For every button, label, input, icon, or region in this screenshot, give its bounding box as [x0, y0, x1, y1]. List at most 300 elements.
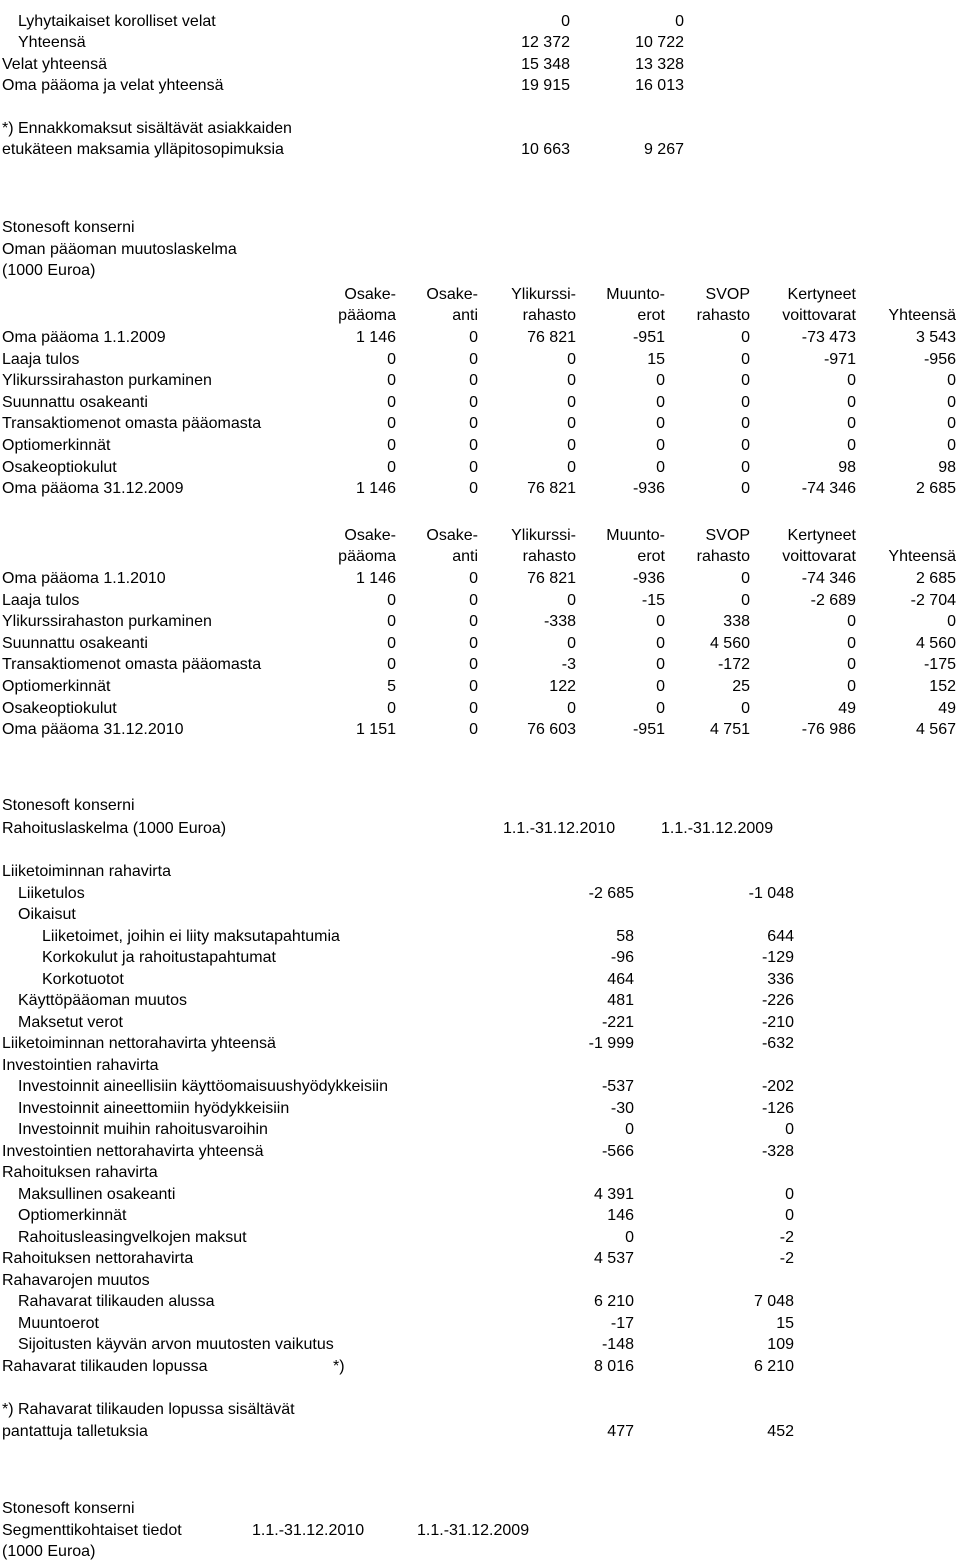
value-2009: -226: [761, 992, 794, 1009]
balance-note: [0, 139, 960, 161]
cell-value: -76 986: [801, 721, 856, 739]
cell-value: 0: [847, 393, 856, 411]
cell-value: 0: [387, 591, 396, 609]
cashflow-note: [0, 1421, 960, 1443]
value-2010: 4 391: [593, 1185, 634, 1203]
equity-row: [0, 327, 960, 349]
note-text: *) Ennakkomaksut sisältävät asiakkaiden: [2, 120, 292, 137]
cell-value: 5: [387, 678, 396, 695]
cell-value: 0: [656, 437, 665, 454]
cell-value: 0: [567, 350, 576, 368]
cell-value: 0: [741, 437, 750, 454]
cell-value: 0: [567, 458, 576, 476]
row-label: Maksullinen osakeanti: [18, 1185, 176, 1203]
cashflow-row: [0, 1356, 960, 1378]
company-name: Stonesoft konserni: [2, 797, 135, 814]
value-2010: -537: [601, 1078, 634, 1095]
row-label: Investoinnit muihin rahoitusvaroihin: [18, 1121, 268, 1138]
row-label: Osakeoptiokulut: [2, 458, 117, 476]
row-label: Investointien nettorahavirta yhteensä: [2, 1142, 264, 1160]
cell-value: 76 821: [527, 480, 576, 498]
row-label: Optiomerkinnät: [18, 1207, 127, 1224]
segment-title: [0, 1520, 960, 1542]
row-label: Laaja tulos: [2, 591, 80, 609]
value-2009: 7 048: [753, 1293, 794, 1310]
balance-row: [0, 11, 960, 33]
value-2009: -632: [761, 1035, 794, 1052]
cell-value: 76 603: [527, 721, 576, 739]
cashflow-row: [0, 1205, 960, 1227]
value-2009: -129: [761, 949, 794, 966]
equity-header-top: [0, 525, 960, 547]
cell-value: -2 689: [810, 591, 856, 609]
row-label: Korkotuotot: [42, 970, 124, 988]
cell-value: 76 821: [527, 570, 576, 587]
column-header: Osake-: [426, 527, 478, 544]
cell-value: 0: [469, 634, 478, 652]
row-label: Rahavarat tilikauden lopussa: [2, 1357, 208, 1375]
value-2009: 0: [675, 13, 684, 30]
footnote-mark: *): [333, 1357, 345, 1375]
cell-value: 1 146: [355, 570, 396, 587]
row-label: Velat yhteensä: [2, 56, 107, 73]
cell-value: 4 567: [915, 721, 956, 739]
value-2009: 336: [767, 970, 794, 988]
cell-value: 49: [938, 699, 956, 717]
equity-row: [0, 611, 960, 633]
column-header: Kertyneet: [787, 527, 856, 544]
balance-row: [0, 32, 960, 54]
row-label: Liiketoiminnan rahavirta: [2, 863, 171, 880]
cell-value: 15: [647, 350, 665, 368]
section-title: Rahoituslaskelma (1000 Euroa): [2, 820, 227, 837]
cell-value: 0: [947, 613, 956, 631]
cell-value: 0: [469, 656, 478, 674]
row-label: Oma pääoma ja velat yhteensä: [2, 77, 224, 94]
cell-value: 0: [469, 372, 478, 390]
value-2010: 8 016: [593, 1357, 634, 1375]
value-2010: -17: [610, 1314, 634, 1332]
cell-value: 0: [656, 613, 665, 631]
row-label: Optiomerkinnät: [2, 678, 111, 695]
cell-value: 0: [469, 329, 478, 346]
column-header: anti: [452, 548, 478, 565]
row-label: Transaktiomenot omasta pääomasta: [2, 415, 262, 433]
cell-value: 0: [469, 393, 478, 411]
row-label: Oikaisut: [18, 906, 76, 923]
column-header: rahasto: [522, 548, 576, 565]
cell-value: -936: [632, 480, 665, 498]
value-2010: 0: [625, 1121, 634, 1138]
cell-value: 0: [387, 634, 396, 652]
row-label: Liiketoimet, joihin ei liity maksutapahtumia: [42, 927, 340, 945]
cell-value: 0: [947, 372, 956, 390]
cell-value: -956: [923, 350, 956, 368]
cell-value: 0: [741, 329, 750, 346]
column-header: 1.1.-31.12.2009: [417, 1522, 530, 1539]
column-header: rahasto: [696, 548, 750, 565]
row-label: Investoinnit aineellisiin käyttöomaisuushyödykkeisiin: [18, 1078, 388, 1095]
cell-value: 0: [741, 458, 750, 476]
column-header: Ylikurssi-: [511, 286, 576, 303]
cell-value: 2 685: [915, 480, 956, 498]
cell-value: -936: [632, 570, 665, 587]
cell-value: 0: [567, 372, 576, 390]
cell-value: 0: [387, 372, 396, 390]
cell-value: 76 821: [527, 329, 576, 346]
cell-value: -3: [561, 656, 576, 674]
cell-value: 0: [656, 634, 665, 652]
row-label: Rahoitusleasingvelkojen maksut: [18, 1228, 247, 1246]
cell-value: 0: [469, 678, 478, 695]
row-label: Liiketulos: [18, 884, 85, 902]
equity-row: [0, 435, 960, 457]
value-2009: 16 013: [635, 77, 684, 94]
equity-row: [0, 370, 960, 392]
balance-row: [0, 75, 960, 97]
cell-value: -74 346: [801, 570, 856, 587]
cashflow-row: [0, 1227, 960, 1249]
cell-value: 0: [567, 437, 576, 454]
cell-value: -2 704: [910, 591, 956, 609]
cell-value: 0: [947, 437, 956, 454]
cashflow-title: [0, 818, 960, 840]
company-name: Stonesoft konserni: [2, 219, 135, 236]
row-label: Suunnattu osakeanti: [2, 634, 148, 652]
cell-value: 49: [838, 699, 856, 717]
cashflow-row: [0, 1248, 960, 1270]
value-2010: -96: [610, 949, 634, 966]
equity-title: [0, 239, 960, 261]
cell-value: -15: [641, 591, 665, 609]
value-2009: 644: [767, 927, 794, 945]
value-2009: -2: [779, 1228, 794, 1246]
row-label: Suunnattu osakeanti: [2, 393, 148, 411]
cell-value: 0: [567, 591, 576, 609]
cell-value: -338: [543, 613, 576, 631]
value-2009: -210: [761, 1013, 794, 1031]
cell-value: 0: [469, 699, 478, 717]
row-label: Oma pääoma 1.1.2010: [2, 570, 166, 587]
column-header: Ylikurssi-: [511, 527, 576, 544]
cell-value: 0: [469, 437, 478, 454]
equity-row: [0, 719, 960, 741]
value-2009: -202: [761, 1078, 794, 1095]
cell-value: 0: [847, 634, 856, 652]
column-header: pääoma: [338, 307, 396, 324]
value-2010: -2 685: [588, 884, 634, 902]
row-label: Ylikurssirahaston purkaminen: [2, 613, 212, 631]
cell-value: 0: [847, 372, 856, 390]
note-text: pantattuja talletuksia: [2, 1423, 148, 1440]
cell-value: 0: [947, 415, 956, 433]
value-2009: -1 048: [748, 884, 794, 902]
value-2009: 109: [767, 1336, 794, 1353]
cashflow-row: [0, 1162, 960, 1184]
cell-value: 25: [732, 678, 750, 695]
row-label: Lyhytaikaiset korolliset velat: [18, 13, 216, 30]
cell-value: 0: [656, 393, 665, 411]
column-header: voittovarat: [782, 548, 856, 565]
column-header: anti: [452, 307, 478, 324]
cashflow-row: [0, 1055, 960, 1077]
column-header: SVOP: [705, 286, 750, 303]
value-2009: -2: [779, 1250, 794, 1267]
equity-row: [0, 413, 960, 435]
value-2010: -221: [601, 1013, 634, 1031]
cell-value: 0: [741, 350, 750, 368]
cashflow-row: [0, 1291, 960, 1313]
cashflow-row: [0, 1098, 960, 1120]
cell-value: 0: [656, 699, 665, 717]
balance-row: [0, 54, 960, 76]
cell-value: -175: [923, 656, 956, 674]
row-label: Rahoituksen nettorahavirta: [2, 1250, 194, 1267]
row-label: Korkokulut ja rahoitustapahtumat: [42, 949, 276, 966]
value-2010: 477: [607, 1423, 634, 1440]
cell-value: 0: [741, 699, 750, 717]
column-header: Kertyneet: [787, 286, 856, 303]
cashflow-row: [0, 904, 960, 926]
cell-value: 0: [741, 591, 750, 609]
cell-value: -951: [632, 329, 665, 346]
cell-value: 0: [469, 415, 478, 433]
row-label: Rahavarojen muutos: [2, 1271, 150, 1289]
value-2010: 15 348: [521, 56, 570, 73]
value-2010: -566: [601, 1142, 634, 1160]
unit-label: (1000 Euroa): [2, 1543, 96, 1560]
equity-row: [0, 590, 960, 612]
cell-value: 0: [656, 372, 665, 390]
row-label: Oma pääoma 31.12.2010: [2, 721, 184, 739]
cell-value: -971: [823, 350, 856, 368]
company-name: Stonesoft konserni: [2, 1500, 135, 1517]
balance-note: [0, 118, 960, 140]
value-2009: -328: [761, 1142, 794, 1160]
note-text: *) Rahavarat tilikauden lopussa sisältävät: [2, 1401, 295, 1418]
cell-value: 0: [469, 613, 478, 631]
equity-row: [0, 478, 960, 500]
value-2010: 12 372: [521, 34, 570, 51]
equity-row: [0, 633, 960, 655]
value-2010: 58: [616, 927, 634, 945]
equity-row: [0, 698, 960, 720]
value-2010: 0: [625, 1228, 634, 1246]
equity-row: [0, 457, 960, 479]
cell-value: 0: [469, 350, 478, 368]
column-header: rahasto: [696, 307, 750, 324]
cell-value: 0: [656, 656, 665, 674]
value-2010: -1 999: [588, 1035, 634, 1052]
cashflow-row: [0, 883, 960, 905]
cashflow-company: [0, 795, 960, 817]
cashflow-row: [0, 1270, 960, 1292]
row-label: Yhteensä: [18, 34, 86, 51]
cell-value: 0: [469, 591, 478, 609]
row-label: Investointien rahavirta: [2, 1056, 159, 1074]
row-label: Sijoitusten käyvän arvon muutosten vaikutus: [18, 1336, 334, 1353]
value-2009: 452: [767, 1423, 794, 1440]
cell-value: 4 751: [709, 721, 750, 739]
row-label: Liiketoiminnan nettorahavirta yhteensä: [2, 1035, 276, 1052]
cashflow-note: [0, 1399, 960, 1421]
cell-value: 0: [567, 699, 576, 717]
row-label: Oma pääoma 31.12.2009: [2, 480, 184, 498]
cell-value: 0: [947, 393, 956, 411]
equity-header-top: [0, 284, 960, 306]
row-label: Ylikurssirahaston purkaminen: [2, 372, 212, 390]
column-header: 1.1.-31.12.2009: [661, 820, 774, 837]
note-text: etukäteen maksamia ylläpitosopimuksia: [2, 141, 284, 158]
cell-value: 0: [847, 678, 856, 695]
column-header: Muunto-: [606, 286, 665, 303]
cell-value: 338: [723, 613, 750, 631]
cell-value: 0: [741, 480, 750, 498]
equity-unit: [0, 260, 960, 282]
cell-value: 0: [741, 372, 750, 390]
cashflow-row: [0, 947, 960, 969]
unit-label: (1000 Euroa): [2, 262, 96, 279]
column-header: Yhteensä: [888, 307, 956, 324]
value-2010: -30: [610, 1099, 634, 1117]
cashflow-row: [0, 1076, 960, 1098]
cell-value: 2 685: [915, 570, 956, 587]
cashflow-row: [0, 1313, 960, 1335]
row-label: Rahavarat tilikauden alussa: [18, 1293, 215, 1310]
cashflow-row: [0, 861, 960, 883]
equity-company: [0, 217, 960, 239]
row-label: Oma pääoma 1.1.2009: [2, 329, 166, 346]
cell-value: 0: [469, 480, 478, 498]
cell-value: 122: [549, 678, 576, 695]
row-label: Investoinnit aineettomiin hyödykkeisiin: [18, 1099, 290, 1117]
value-2010: 10 663: [521, 141, 570, 158]
cell-value: 0: [741, 415, 750, 433]
equity-row: [0, 568, 960, 590]
column-header: Osake-: [344, 286, 396, 303]
row-label: Maksetut verot: [18, 1013, 123, 1031]
cell-value: -951: [632, 721, 665, 739]
row-label: Käyttöpääoman muutos: [18, 992, 187, 1009]
value-2009: 15: [776, 1314, 794, 1332]
cashflow-row: [0, 990, 960, 1012]
cell-value: 0: [741, 570, 750, 587]
value-2010: 19 915: [521, 77, 570, 94]
cell-value: 0: [656, 415, 665, 433]
equity-row: [0, 392, 960, 414]
column-header: voittovarat: [782, 307, 856, 324]
cell-value: 98: [938, 458, 956, 476]
cell-value: 0: [847, 613, 856, 631]
row-label: Transaktiomenot omasta pääomasta: [2, 656, 262, 674]
value-2010: 464: [607, 970, 634, 988]
cell-value: 0: [847, 656, 856, 674]
cell-value: 0: [387, 350, 396, 368]
cell-value: 3 543: [915, 329, 956, 346]
cell-value: 0: [387, 458, 396, 476]
cell-value: -172: [717, 656, 750, 674]
cell-value: 0: [847, 415, 856, 433]
cashflow-row: [0, 1012, 960, 1034]
cell-value: 0: [387, 437, 396, 454]
cell-value: 98: [838, 458, 856, 476]
value-2010: 0: [561, 13, 570, 30]
equity-row: [0, 676, 960, 698]
section-title: Segmenttikohtaiset tiedot: [2, 1522, 182, 1539]
value-2009: 6 210: [753, 1357, 794, 1375]
cell-value: -74 346: [801, 480, 856, 498]
equity-header-bottom: [0, 546, 960, 568]
value-2009: 0: [785, 1185, 794, 1203]
cell-value: 0: [469, 721, 478, 739]
cell-value: 0: [387, 656, 396, 674]
column-header: Muunto-: [606, 527, 665, 544]
cashflow-row: [0, 926, 960, 948]
value-2009: 9 267: [643, 141, 684, 158]
cashflow-row: [0, 1334, 960, 1356]
row-label: Laaja tulos: [2, 350, 80, 368]
column-header: erot: [637, 548, 665, 565]
column-header: erot: [637, 307, 665, 324]
column-header: SVOP: [705, 527, 750, 544]
cell-value: 4 560: [709, 634, 750, 652]
cell-value: 0: [387, 393, 396, 411]
equity-header-bottom: [0, 305, 960, 327]
cell-value: 0: [469, 570, 478, 587]
section-title: Oman pääoman muutoslaskelma: [2, 241, 237, 258]
cashflow-row: [0, 1184, 960, 1206]
segment-company: [0, 1498, 960, 1520]
cell-value: 1 151: [355, 721, 396, 739]
value-2009: 0: [785, 1207, 794, 1224]
cell-value: 0: [847, 437, 856, 454]
value-2009: 0: [785, 1121, 794, 1138]
cell-value: 0: [656, 458, 665, 476]
cell-value: 0: [387, 613, 396, 631]
cell-value: 0: [656, 678, 665, 695]
cashflow-row: [0, 1033, 960, 1055]
cashflow-row: [0, 1119, 960, 1141]
column-header: 1.1.-31.12.2010: [252, 1522, 365, 1539]
cell-value: 1 146: [355, 329, 396, 346]
column-header: rahasto: [522, 307, 576, 324]
value-2009: 10 722: [635, 34, 684, 51]
equity-row: [0, 654, 960, 676]
cell-value: 0: [567, 634, 576, 652]
cashflow-row: [0, 969, 960, 991]
cell-value: 0: [387, 415, 396, 433]
cell-value: -73 473: [801, 329, 856, 346]
row-label: Optiomerkinnät: [2, 437, 111, 454]
column-header: Osake-: [426, 286, 478, 303]
value-2010: 6 210: [593, 1293, 634, 1310]
cell-value: 1 146: [355, 480, 396, 498]
cell-value: 0: [387, 699, 396, 717]
value-2010: 4 537: [593, 1250, 634, 1267]
segment-unit: [0, 1541, 960, 1563]
cell-value: 0: [567, 415, 576, 433]
cashflow-row: [0, 1141, 960, 1163]
cell-value: 0: [567, 393, 576, 411]
column-header: Osake-: [344, 527, 396, 544]
cell-value: 0: [741, 393, 750, 411]
column-header: Yhteensä: [888, 548, 956, 565]
cell-value: 152: [929, 678, 956, 695]
column-header: pääoma: [338, 548, 396, 565]
row-label: Rahoituksen rahavirta: [2, 1164, 158, 1181]
value-2010: 146: [607, 1207, 634, 1224]
value-2009: 13 328: [635, 56, 684, 73]
